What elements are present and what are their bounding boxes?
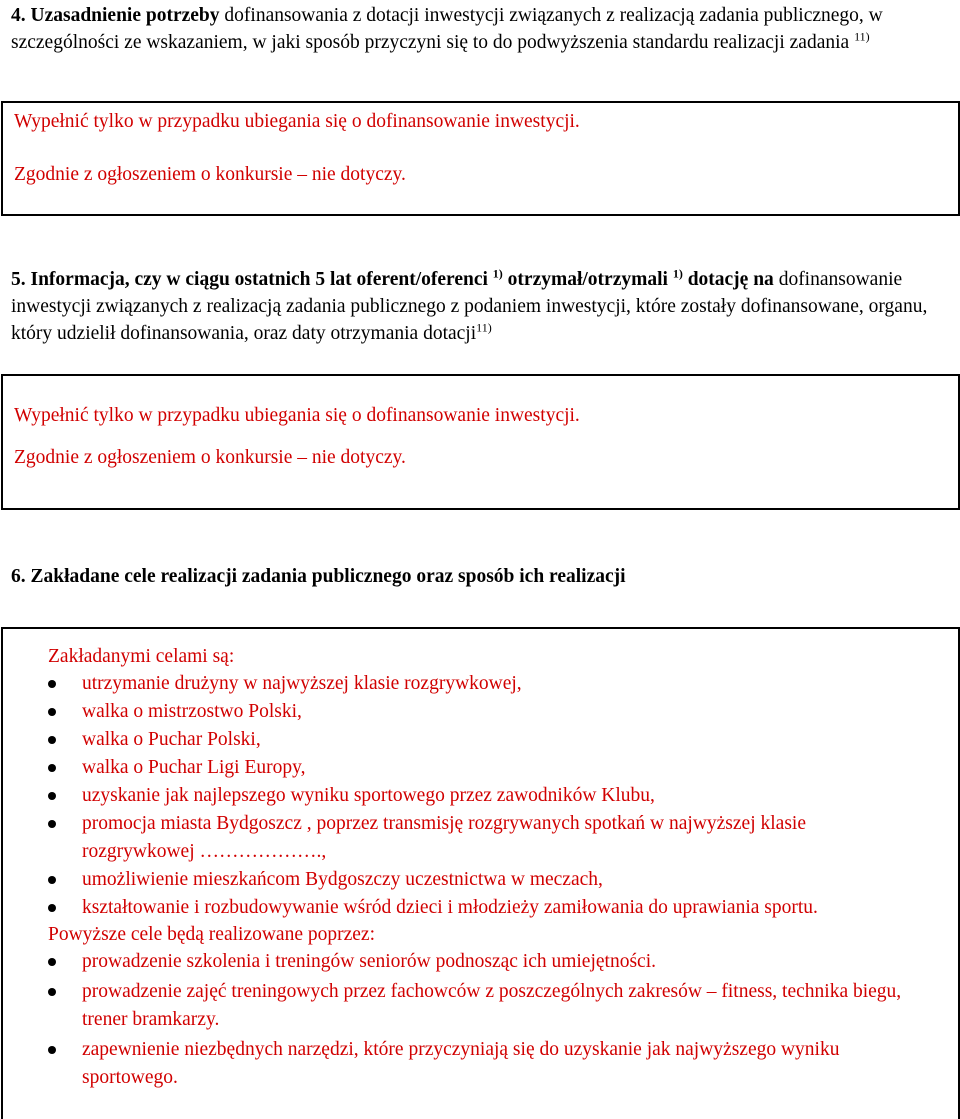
list-item: uzyskanie jak najlepszego wyniku sportowego przez zawodników Klubu, [48, 782, 918, 810]
list-item: promocja miasta Bydgoszcz , poprzez transmisję rozgrywanych spotkań w najwyższej klasie rozgrywkowej ………………., [48, 810, 918, 866]
footnote-marker: 11) [476, 320, 492, 335]
section-5-instruction: Wypełnić tylko w przypadku ubiegania się o dofinansowanie inwestycji. [14, 405, 580, 426]
list-item: umożliwienie mieszkańcom Bydgoszczy uczestnictwa w meczach, [48, 866, 918, 894]
list-item: utrzymanie drużyny w najwyższej klasie rozgrywkowej, [48, 670, 918, 698]
methods-intro: Powyższe cele będą realizowane poprzez: [48, 924, 375, 945]
bullet-icon [48, 1046, 56, 1054]
list-item: zapewnienie niezbędnych narzędzi, które przyczyniają się do uzyskanie jak najwyższego wyniku sportowego. [48, 1036, 918, 1092]
section-4-answer-box[interactable] [1, 101, 960, 216]
bullet-icon [48, 736, 56, 744]
bullet-icon [48, 876, 56, 884]
section-5-heading-bold-a: 5. Informacja, czy w ciągu ostatnich 5 lat oferent/oferenci [11, 269, 488, 290]
section-5-heading-bold-c: dotację na [687, 269, 774, 290]
section-4-heading-bold: 4. Uzasadnienie potrzeby [11, 5, 220, 26]
footnote-marker: 11) [854, 29, 870, 44]
goals-intro: Zakładanymi celami są: [48, 646, 235, 667]
section-5-heading [11, 266, 953, 347]
bullet-icon [48, 988, 56, 996]
list-item: prowadzenie zajęć treningowych przez fachowców z poszczególnych zakresów – fitness, technika biegu, trener bramkarzy. [48, 978, 918, 1034]
section-5-heading-text: dofinansowanie inwestycji związanych z realizacją zadania publicznego z podaniem inwestycji, które zostały dofinansowane, organu, który udzielił dofinansowania, oraz daty otrzymania dotacji [11, 269, 928, 344]
bullet-icon [48, 680, 56, 688]
section-6-heading [11, 563, 953, 590]
bullet-icon [48, 820, 56, 828]
bullet-icon [48, 904, 56, 912]
bullet-icon [48, 708, 56, 716]
bullet-icon [48, 958, 56, 966]
goals-list [48, 670, 918, 922]
list-item: walka o mistrzostwo Polski, [48, 698, 918, 726]
section-6-heading-text: 6. Zakładane cele realizacji zadania publicznego oraz sposób ich realizacji [11, 566, 626, 587]
list-item: walka o Puchar Ligi Europy, [48, 754, 918, 782]
section-4-instruction: Wypełnić tylko w przypadku ubiegania się o dofinansowanie inwestycji. [14, 111, 580, 132]
section-5-heading-bold-b: otrzymał/otrzymali [507, 269, 668, 290]
section-5-answer: Zgodnie z ogłoszeniem o konkursie – nie dotyczy. [14, 447, 406, 468]
list-item: prowadzenie szkolenia i treningów seniorów podnosząc ich umiejętności. [48, 948, 918, 976]
section-6-answer-box[interactable] [1, 627, 960, 1119]
section-4-heading [11, 2, 953, 56]
methods-list [48, 948, 918, 1092]
bullet-icon [48, 792, 56, 800]
list-item: kształtowanie i rozbudowywanie wśród dzieci i młodzieży zamiłowania do uprawiania sportu. [48, 894, 918, 922]
footnote-marker: 1) [492, 266, 503, 281]
list-item: walka o Puchar Polski, [48, 726, 918, 754]
section-4-heading-text: dofinansowania z dotacji inwestycji związanych z realizacją zadania publicznego, w szczególności ze wskazaniem, w jaki sposób przyczyni się to do podwyższenia standardu realizacji zadania [11, 5, 883, 53]
section-5-answer-box[interactable] [1, 374, 960, 510]
footnote-marker: 1) [672, 266, 683, 281]
bullet-icon [48, 764, 56, 772]
section-4-answer: Zgodnie z ogłoszeniem o konkursie – nie dotyczy. [14, 164, 406, 185]
